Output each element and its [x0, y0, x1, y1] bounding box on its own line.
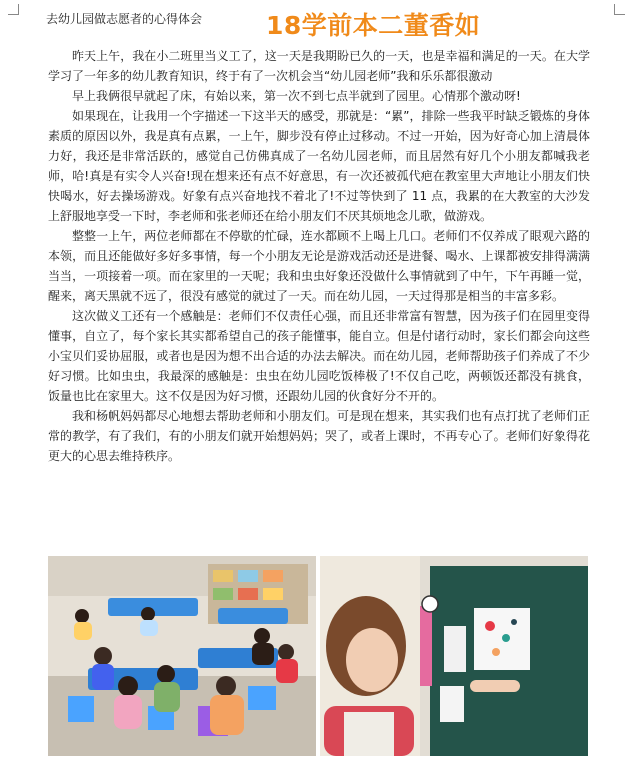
paragraph-2: 早上我俩很早就起了床，有始以来，第一次不到七点半就到了园里。心情那个激动呀! [72, 89, 521, 103]
document-body [48, 46, 590, 466]
paragraph-5: 这次做义工还有一个感触是：老师们不仅责任心强，而且还非常富有智慧，因为孩子们在园里变得懂事，自立了，每个家长其实都希望自己的孩子能懂事，能自立。但是付诸行动时，家长们都会向这些小宝贝们妥协屈服，或者也是因为想不出合适的办法去解决。而在幼儿园，老师帮助孩子们养成了不少好习惯。比如虫虫，我最深的感触是：虫虫在幼儿园吃饭棒极了!不仅自己吃，两顿饭还都没有挑食，饭量也比在家里大。这不仅是因为好习惯，还跟幼儿园的伙食好分不开的。 [48, 309, 590, 403]
photo-strip [48, 556, 588, 756]
teacher-photo [320, 556, 588, 756]
page-corner-mark-left [8, 4, 19, 15]
paragraph-1: 昨天上午，我在小二班里当义工了，这一天是我期盼已久的一天，也是幸福和满足的一天。在大学学习了一年多的幼儿教育知识，终于有了一次机会当“幼儿园老师”我和乐乐都很激动 [48, 49, 590, 83]
paragraph-6: 我和杨帆妈妈都尽心地想去帮助老师和小朋友们。可是现在想来，其实我们也有点打扰了老师们正常的教学，有了我们，有的小朋友们就开始想妈妈；哭了，或者上课时，不再专心了。老师们好象得花更大的心思去维持秩序。 [48, 409, 590, 463]
paragraph-3: 如果现在，让我用一个字描述一下这半天的感受，那就是：“累”，排除一些我平时缺乏锻炼的身体素质的原因以外，我是真有点累，一上午，脚步没有停止过移动。不过一开始，因为好奇心加上清晨体力好，我还是非常活跃的，感觉自己仿佛真成了一名幼儿园老师，而且居然有好几个小朋友都喊我老师，哈!真是有实令人兴奋!现在想来还有点不好意思，有一次还被孤代疤在教室里大声地让小朋友们快快喝水，好去操场游戏。好象有点兴奋地找不着北了!不过等快到了 11 点，我累的在大教室的大沙发上舒服地享受一下时，李老师和张老师还在给小朋友们不厌其烦地念儿歌，做游戏。 [48, 109, 590, 223]
paragraph-4: 整整一上午，两位老师都在不停歇的忙碌，连水都顾不上喝上几口。老师们不仅养成了眼观六路的本领，而且还能做好多好多事情，每一个小朋友无论是游戏活动还是进餐、喝水、上课都被安排得满满当当，一项接着一项。而在家里的一天呢；我和虫虫好象还没做什么事情就到了中午，下午再睡一觉，醒来，离天黑就不远了，很没有感觉的就过了一天。而在幼儿园，一天过得那是相当的丰富多彩。 [48, 229, 590, 303]
document-title: 去幼儿园做志愿者的心得体会 [46, 12, 203, 26]
page-corner-mark-right [614, 4, 625, 15]
classroom-photo [48, 556, 316, 756]
author-heading: 18学前本二董香如 [266, 11, 481, 40]
